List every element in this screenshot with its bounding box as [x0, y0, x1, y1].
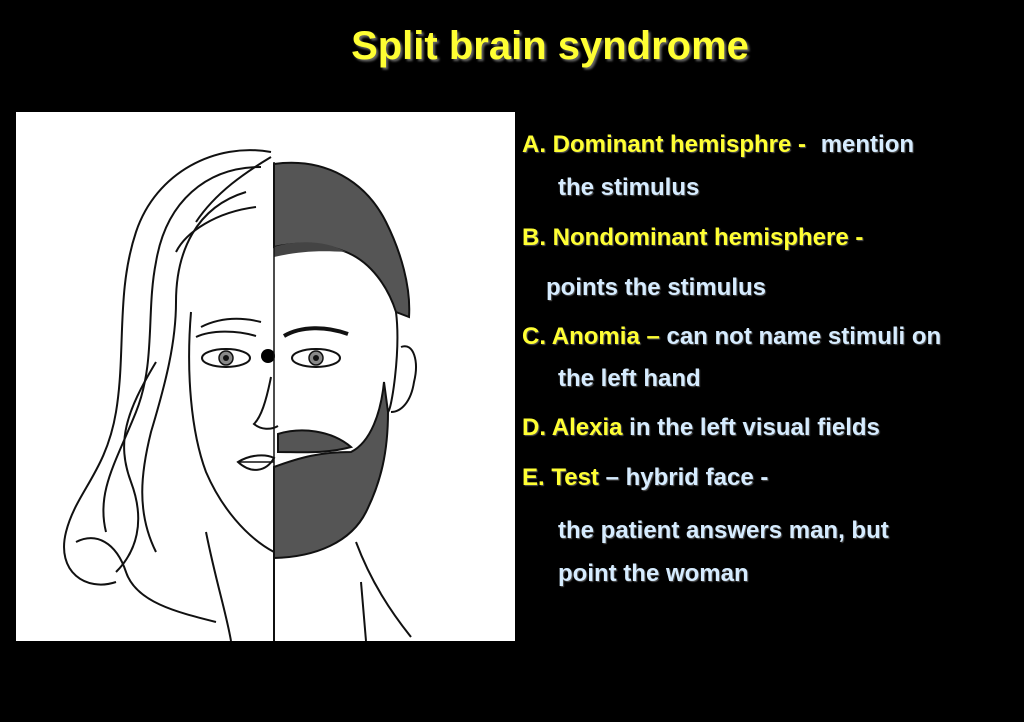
item-c-text: can not name stimuli on — [666, 323, 942, 350]
list-item-c — [522, 323, 941, 351]
item-a-continuation: the stimulus — [558, 174, 700, 201]
man-eye — [284, 328, 348, 367]
item-d-term: Alexia — [551, 414, 623, 441]
man-hair — [274, 163, 409, 317]
item-c-label: C. — [522, 323, 546, 350]
item-a-term: Dominant hemisphre - — [552, 131, 807, 158]
slide-title: Split brain syndrome — [351, 24, 749, 68]
item-e-term: Test — [551, 464, 599, 491]
item-c-continuation: the left hand — [558, 365, 701, 392]
item-b-continuation: points the stimulus — [546, 274, 767, 301]
item-d-label: D. — [522, 414, 546, 441]
woman-hair — [64, 150, 271, 622]
item-e-continuation-2: point the woman — [558, 560, 749, 587]
man-beard — [274, 382, 388, 558]
woman-eye — [196, 332, 256, 367]
neck — [274, 558, 366, 641]
man-moustache — [278, 430, 351, 452]
item-e-continuation: the patient answers man, but — [558, 517, 889, 544]
hybrid-face-figure — [16, 112, 515, 641]
item-e-label: E. — [522, 464, 545, 491]
item-e-text: – hybrid face - — [605, 464, 769, 491]
hybrid-face-illustration — [16, 112, 515, 641]
item-b-label: B. — [522, 224, 546, 251]
item-a-text: mention — [820, 131, 915, 158]
fixation-dot — [261, 349, 275, 363]
list-item-d — [522, 414, 880, 442]
bullet-list — [522, 0, 1024, 722]
list-item-a — [522, 131, 914, 159]
list-item-e — [522, 464, 768, 492]
item-c-term: Anomia – — [551, 323, 660, 350]
item-a-label: A. — [522, 131, 546, 158]
item-b-term: Nondominant hemisphere - — [552, 224, 864, 251]
list-item-b — [522, 224, 863, 252]
item-d-text: in the left visual fields — [629, 414, 880, 441]
